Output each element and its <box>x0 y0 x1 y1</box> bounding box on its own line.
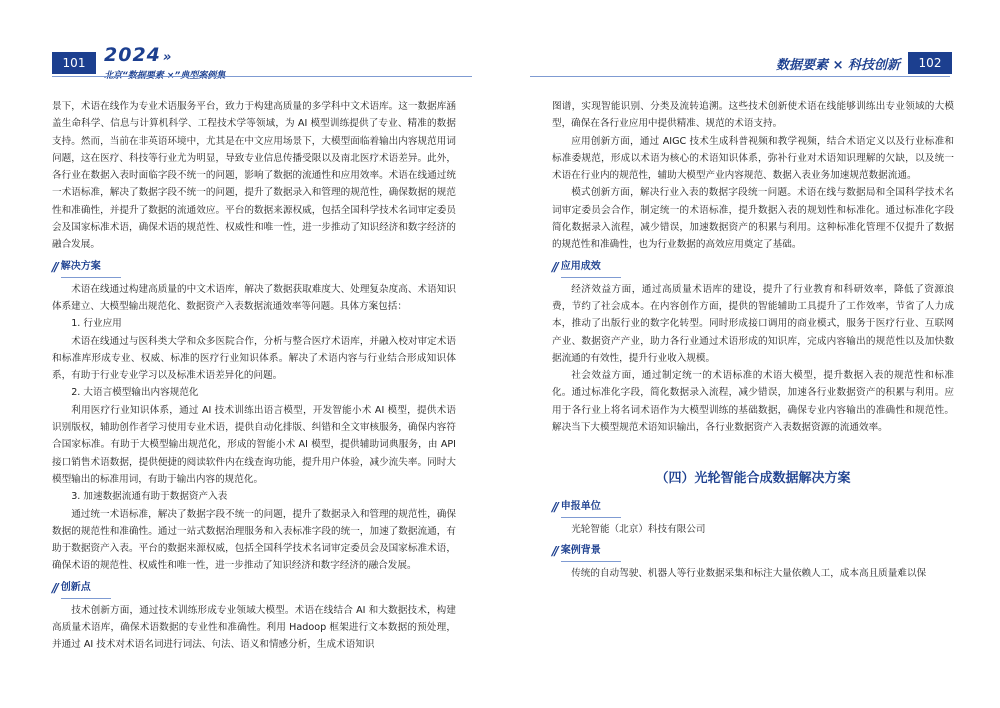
paragraph: 传统的自动驾驶、机器人等行业数据采集和标注大量依赖人工，成本高且质量难以保 <box>571 567 927 579</box>
paragraph: 术语在线通过构建高质量的中文术语库，解决了数据获取难度大、处理复杂度高、术语知识体系建立、大模型输出规范化、数据资产入表数据流通效率等问题。具体方案包括： <box>52 283 456 312</box>
case-title: （四）光轮智能合成数据解决方案 <box>655 471 851 487</box>
brand-subtitle <box>104 68 225 81</box>
paragraph: 利用医疗行业知识体系，通过 AI 技术训练出语言模型，开发智能小术 AI 模型，提供术语识别版权，辅助创作者学习使用专业术语，提供自动化排版、纠错和全文审核服务，确保内容符合国家标准。有助于大模型输出规范化，形成的智能小术 AI 模型，提供辅助词典服务，由 API 接口销售术语数据，提供便捷的阅读软件内在线查询功能，提升用户体验，减少流失率。同时大模型输出的标准用词，有助于输出内容的规范化。 <box>52 404 456 485</box>
section-heading-solution <box>52 258 456 278</box>
brand-year: 2024 <box>104 43 161 66</box>
section-heading-results <box>552 258 954 278</box>
list-item-title: 1. 行业应用 <box>71 318 122 330</box>
paragraph: 技术创新方面，通过技术训练形成专业领域大模型。术语在线结合 AI 和大数据技术，构建高质量术语库，确保术语数据的专业性和准确性。利用 Hadoop 框架进行文本数据的预处理，并通过 AI 技术对术语名词进行词法、句法、语义和情感分析，生成术语知识 <box>52 604 456 651</box>
right-page <box>500 0 1000 708</box>
right-content <box>552 98 954 582</box>
paragraph: 图谱，实现智能识别、分类及流转追溯。这些技术创新使术语在线能够训练出专业领域的大模型，确保在各行业应用中提供精准、规范的术语支持。 <box>552 101 954 130</box>
paragraph: 术语在线通过与医科类大学和众多医院合作，分析与整合医疗术语库，并融入校对审定术语和标准库形成专业、权威、标准的医疗行业知识体系。解决了术语内容与行业结合形成知识体系，有助于行业专业学习以及标准术语差异化的问题。 <box>52 335 456 382</box>
list-item-title: 3. 加速数据流通有助于数据资产入表 <box>71 491 228 503</box>
paragraph: 景下，术语在线作为专业术语服务平台，致力于构建高质量的多学科中文术语库。这一数据库涵盖生命科学、信息与计算机科学、工程技术学等领域，为 AI 模型训练提供了专业、精准的数据支持。然而，当前在非英语环境中，尤其是在中文应用场景下，大模型面临着输出内容规范用词问题，这在医疗、科技等行业尤为明显，导致专业信息传播受限以及南北医疗术语差异。此外，各行业在数据入表时面临字段不统一的问题，影响了数据的流通性和应用效率。术语在线通过统一术语标准，解决了数据字段不统一的问题，提升了数据录入和管理的规范性，确保数据的规范性和准确性，并提升了数据的流通效应。平台的数据来源权威，包括全国科学技术名词审定委员会及国家标准术语，确保术语的规范性、权威性和唯一性，进一步推动了知识经济和数字经济的融合发展。 <box>52 101 456 251</box>
paragraph: 应用创新方面，通过 AIGC 技术生成科普视频和教学视频，结合术语定义以及行业标准和标准委规范，形成以术语为核心的术语知识体系，弥补行业对术语知识理解的欠缺，以及统一术语在行业内的规范性，辅助大模型产业内容规范、数据入表业务加速规范数据流通。 <box>552 135 954 182</box>
paragraph: 模式创新方面，解决行业入表的数据字段统一问题。术语在线与数据局和全国科学技术名词审定委员会合作，制定统一的术语标准，提升数据入表的规划性和标准化。通过标准化字段简化数据录入流程，减少错误，加速数据资产的积累与利用。这种标准化管理不仅提升了数据的规范性和准确性，也为行业数据的高效应用奠定了基础。 <box>552 187 954 251</box>
paragraph: 经济效益方面，通过高质量术语库的建设，提升了行业教育和科研效率，降低了资源浪费，节约了社会成本。在内容创作方面，提供的智能辅助工具提升了工作效率，节省了人力成本，推动了出版行业的数字化转型。同时形成接口调用的商业模式，服务于医疗行业、互联网产业、数据资产产业，助力各行业通过术语形成的知识库，完成内容输出的规范性以及加快数据流通的有效性，提升行业收入规模。 <box>552 283 954 364</box>
section-heading-applicant <box>552 498 954 518</box>
section-label: 应用成效 <box>561 258 621 278</box>
paragraph: 社会效益方面，通过制定统一的术语标准的术语大模型，提升数据入表的规范性和标准化。通过标准化字段，简化数据录入流程，减少错误，加速各行业数据资产的积累与利用。应用于各行业上将名词术语作为大模型训练的基础数据，确保专业内容输出的准确性和规范性。解决当下大模型规范术语知识输出，各行业数据资产入表数据资源的流通效率。 <box>552 370 954 434</box>
section-label: 解决方案 <box>61 258 121 278</box>
page-number-left: 101 <box>52 52 96 74</box>
section-label: 创新点 <box>61 579 111 599</box>
section-marker-icon: // <box>552 260 557 275</box>
section-heading-background <box>552 542 954 562</box>
paragraph: 通过统一术语标准，解决了数据字段不统一的问题，提升了数据录入和管理的规范性，确保数据的规范性和准确性。通过一站式数据治理服务和入表标准字段的统一，加速了数据流通，有助于数据资产入表。平台的数据来源权威，包括全国科学技术名词审定委员会及国家标准术语，确保术语的规范性、权威性和唯一性，进一步推动了知识经济和数字经济的融合发展。 <box>52 508 456 572</box>
section-marker-icon: // <box>552 544 557 559</box>
section-marker-icon: // <box>52 581 57 596</box>
section-heading-innovation <box>52 579 456 599</box>
page-number-right: 102 <box>908 52 952 74</box>
section-label: 案例背景 <box>561 542 621 562</box>
header-rule-left <box>52 76 472 77</box>
list-item-title: 2. 大语言模型输出内容规范化 <box>71 387 199 399</box>
section-marker-icon: // <box>52 260 57 275</box>
section-marker-icon: // <box>552 499 557 514</box>
brand-arrows: » <box>162 49 173 65</box>
section-label: 申报单位 <box>561 498 621 518</box>
company-name: 光轮智能（北京）科技有限公司 <box>571 523 706 535</box>
header-rule-right <box>530 76 950 77</box>
right-header <box>776 48 952 78</box>
left-content <box>52 98 456 654</box>
left-header <box>52 43 225 78</box>
header-title-right: 数据要素 × 科技创新 <box>776 57 900 73</box>
